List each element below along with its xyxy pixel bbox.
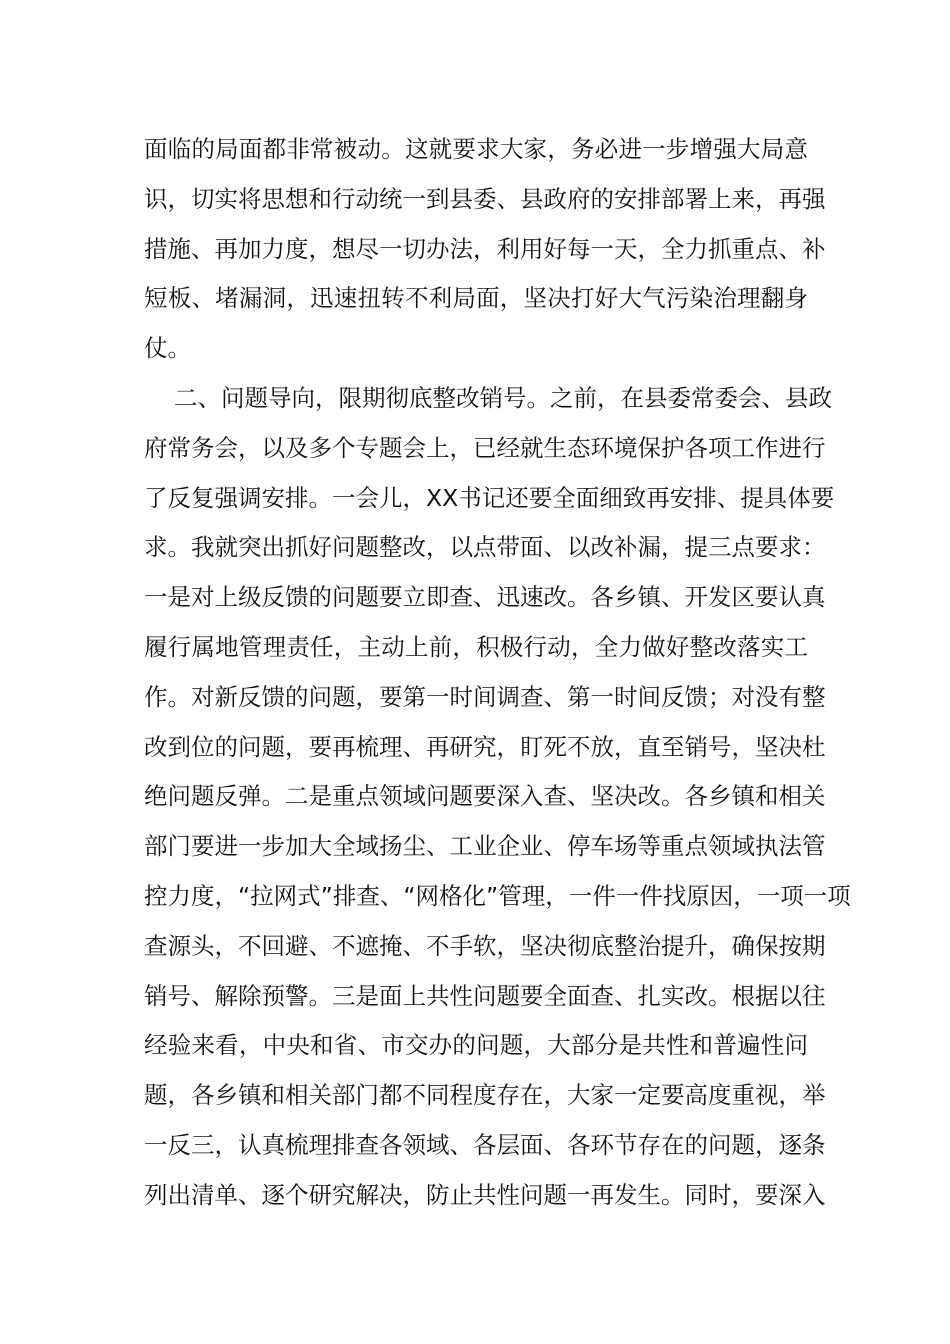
p2-line-15: 题，各乡镇和相关部门都不同程度存在，大家一定要高度重视，举 <box>144 1081 826 1110</box>
body-text <box>144 125 851 1221</box>
p1-line-5: 仗。 <box>144 334 191 363</box>
p1-line-4: 短板、堵漏洞，迅速扭转不利局面，坚决打好大气污染治理翻身 <box>144 284 808 313</box>
p2-line-1: 二、问题导向，限期彻底整改销号。之前，在县委常委会、县政 <box>174 383 832 412</box>
p1-line-2: 识，切实将思想和行动统一到县委、县政府的安排部署上来，再强 <box>144 184 826 213</box>
p2-line-3: 了反复强调安排。一会儿，XX书记还要全面细致再安排、提具体要 <box>144 483 835 512</box>
p2-line-12: 查源头，不回避、不遮掩、不手软，坚决彻底整治提升，确保按期 <box>144 931 826 960</box>
p2-line-7: 作。对新反馈的问题，要第一时间调查、第一时间反馈；对没有整 <box>144 682 826 711</box>
p2-line-10: 部门要进一步加大全域扬尘、工业企业、停车场等重点领域执法管 <box>144 832 826 861</box>
p2-line-14: 经验来看，中央和省、市交办的问题，大部分是共性和普遍性问 <box>144 1031 808 1060</box>
p2-line-16: 一反三，认真梳理排查各领域、各层面、各环节存在的问题，逐条 <box>144 1130 826 1159</box>
p1-line-3: 措施、再加力度，想尽一切办法，利用好每一天，全力抓重点、补 <box>144 234 826 263</box>
p2-line-9: 绝问题反弹。二是重点领域问题要深入查、坚决改。各乡镇和相关 <box>144 782 826 811</box>
p2-line-6: 履行属地管理责任，主动上前，积极行动，全力做好整改落实工 <box>144 632 808 661</box>
p2-line-13: 销号、解除预警。三是面上共性问题要全面查、扎实改。根据以往 <box>144 981 826 1010</box>
p2-line-5: 一是对上级反馈的问题要立即查、迅速改。各乡镇、开发区要认真 <box>144 583 826 612</box>
p2-line-4: 求。我就突出抓好问题整改，以点带面、以改补漏，提三点要求： <box>144 533 826 562</box>
p1-line-1: 面临的局面都非常被动。这就要求大家，务必进一步增强大局意 <box>144 135 808 163</box>
p2-line-11: 控力度，“拉网式”排查、“网格化”管理，一件一件找原因，一项一项 <box>144 881 851 910</box>
p2-line-17: 列出清单、逐个研究解决，防止共性问题一再发生。同时，要深入 <box>144 1180 826 1209</box>
p2-line-2: 府常务会，以及多个专题会上，已经就生态环境保护各项工作进行 <box>144 433 826 462</box>
p2-line-8: 改到位的问题，要再梳理、再研究，盯死不放，直至销号，坚决杜 <box>144 732 826 761</box>
